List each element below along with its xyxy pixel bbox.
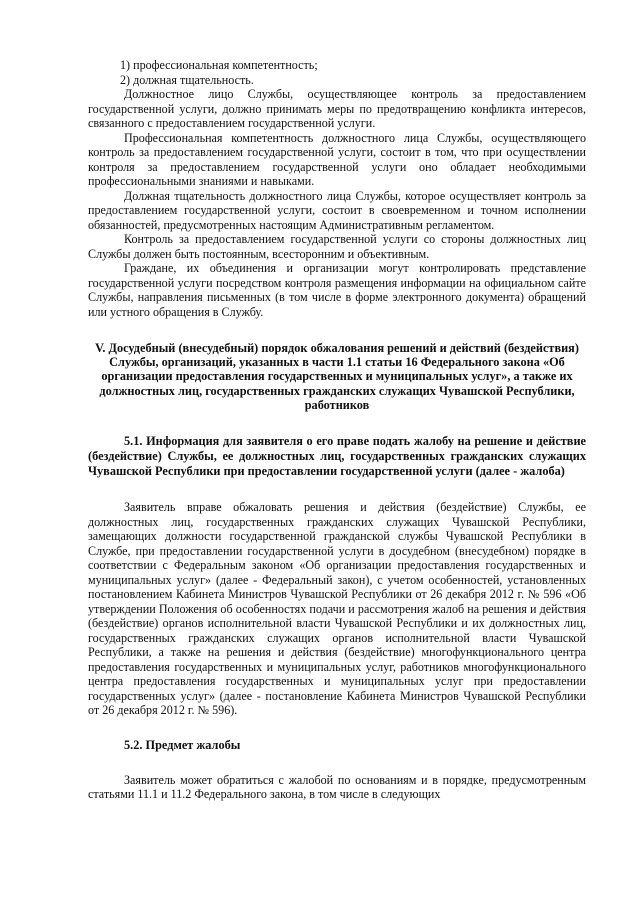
paragraph-due-diligence: Должная тщательность должностного лица Службы, которое осуществляет контроль за предоставлением государственной услуги, состоит в своевременном и точном исполнении обязанностей, предусмотренных настоящим Административным регламентом. bbox=[88, 188, 586, 232]
paragraph-citizen-control: Граждане, их объединения и организации могут контролировать представление государственной услуги посредством контроля размещения информации на официальном сайте Службы, направления письменных (в том числе в форме электронного документа) обращений или устного обращения в Службу. bbox=[88, 261, 586, 319]
list-item-due-diligence: 2) должная тщательность. bbox=[120, 72, 254, 87]
subsection-5-1-title: 5.1. Информация для заявителя о его праве подать жалобу на решение и действие (бездействие) Службы, ее должностных лиц, государственных гражданских служащих Чувашской Республики при предоставлении государственной услуги (далее - жалоба) bbox=[88, 434, 586, 478]
subsection-5-2-title: 5.2. Предмет жалобы bbox=[124, 737, 241, 752]
paragraph-right-to-appeal: Заявитель вправе обжаловать решения и действия (бездействие) Службы, ее должностных лиц, государственных гражданских служащих Чувашской Республики, замещающих должности государственной гражданской службы Чувашской Республики в Службе, при предоставлении государственной услуги в досудебном (внесудебном) порядке в соответствии с Федеральным законом «Об организации предоставления государственных и муниципальных услуг» (далее - Федеральный закон), с учетом особенностей, установленных постановлением Кабинета Министров Чувашской Республики от 26 декабря 2012 г. № 596 «Об утверждении Положения об особенностях подачи и рассмотрения жалоб на решения и действия (бездействие) органов исполнительной власти Чувашской Республики и их должностных лиц, государственных гражданских служащих органов исполнительной власти Чувашской Республики, а также на решения и действия (бездействие) многофункционального центра предоставления государственных и муниципальных услуг, работников многофункционального центра предоставления государственных и муниципальных услуг при предоставлении государственных услуг» (далее - постановление Кабинета Министров Чувашской Республики от 26 декабря 2012 г. № 596). bbox=[88, 500, 586, 718]
list-item-professional-competence: 1) профессиональная компетентность; bbox=[120, 58, 318, 72]
section-5-title: V. Досудебный (внесудебный) порядок обжалования решений и действий (бездействия) Службы, организаций, указанных в части 1.1 статьи 16 Федерального закона «Об организации предоставления государственных и муниципальных услуг», а также их должностных лиц, государственных гражданских служащих Чувашской Республики, работников bbox=[95, 341, 579, 412]
paragraph-professional-competence: Профессиональная компетентность должностного лица Службы, осуществляющего контроль за предоставлением государственной услуги, состоит в том, что при осуществлении контроля за предоставлением государственной услуги оно обладает необходимыми профессиональными знаниями и навыками. bbox=[88, 130, 586, 188]
paragraph-control-requirements: Контроль за предоставлением государственной услуги со стороны должностных лиц Службы должен быть постоянным, всесторонним и объективным. bbox=[88, 232, 586, 261]
paragraph-complaint-grounds: Заявитель может обратиться с жалобой по основаниям и в порядке, предусмотренным статьями 11.1 и 11.2 Федерального закона, в том числе в следующих bbox=[88, 772, 586, 802]
paragraph-conflict-of-interest: Должностное лицо Службы, осуществляющее контроль за предоставлением государственной услуги, должно принимать меры по предотвращению конфликта интересов, связанного с предоставлением государственной услуги. bbox=[88, 87, 586, 130]
document-body bbox=[88, 58, 586, 802]
